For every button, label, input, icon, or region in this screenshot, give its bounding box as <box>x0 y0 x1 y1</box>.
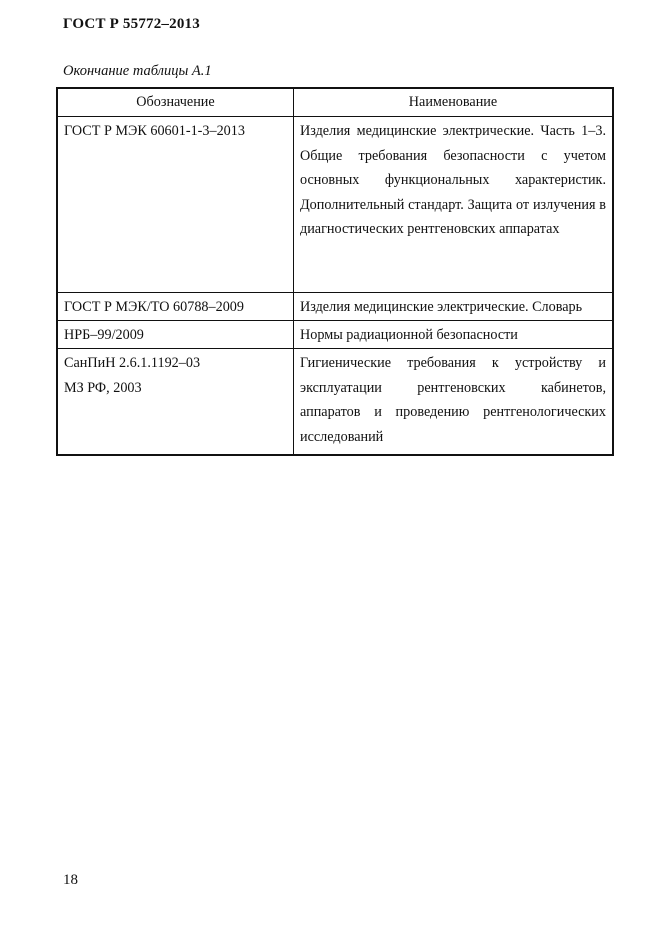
table-header-row <box>57 88 613 117</box>
designation-line: НРБ–99/2009 <box>64 327 144 343</box>
designation-cell <box>57 117 294 293</box>
standards-table <box>56 87 614 456</box>
designation-line: СанПиН 2.6.1.1192–03 <box>64 355 201 371</box>
name-cell: Изделия медицинские электрические. Часть 1–3. Общие требования безопасности с учетом основных функциональных характеристик. Дополнительный стандарт. Защита от излучения в диагностических рентгеновских аппаратах <box>294 117 614 293</box>
designation-line: ГОСТ Р МЭК/ТО 60788–2009 <box>64 299 244 315</box>
column-header-name: Наименование <box>294 88 614 117</box>
page-number: 18 <box>63 872 78 888</box>
table-row <box>57 349 613 455</box>
name-cell: Гигиенические требования к устройству и эксплуатации рентгеновских кабинетов, аппаратов и проведению рентгенологических исследований <box>294 349 614 455</box>
name-cell: Нормы радиационной безопасности <box>294 321 614 349</box>
designation-cell <box>57 349 294 455</box>
document-code: ГОСТ Р 55772–2013 <box>63 16 200 32</box>
name-cell: Изделия медицинские электрические. Словарь <box>294 293 614 321</box>
table-row <box>57 293 613 321</box>
table-row <box>57 117 613 293</box>
table-caption: Окончание таблицы А.1 <box>63 63 212 79</box>
designation-line: ГОСТ Р МЭК 60601-1-3–2013 <box>64 123 245 139</box>
table-row <box>57 321 613 349</box>
designation-line: МЗ РФ, 2003 <box>64 379 142 396</box>
designation-cell <box>57 321 294 349</box>
designation-cell <box>57 293 294 321</box>
column-header-designation: Обозначение <box>57 88 294 117</box>
